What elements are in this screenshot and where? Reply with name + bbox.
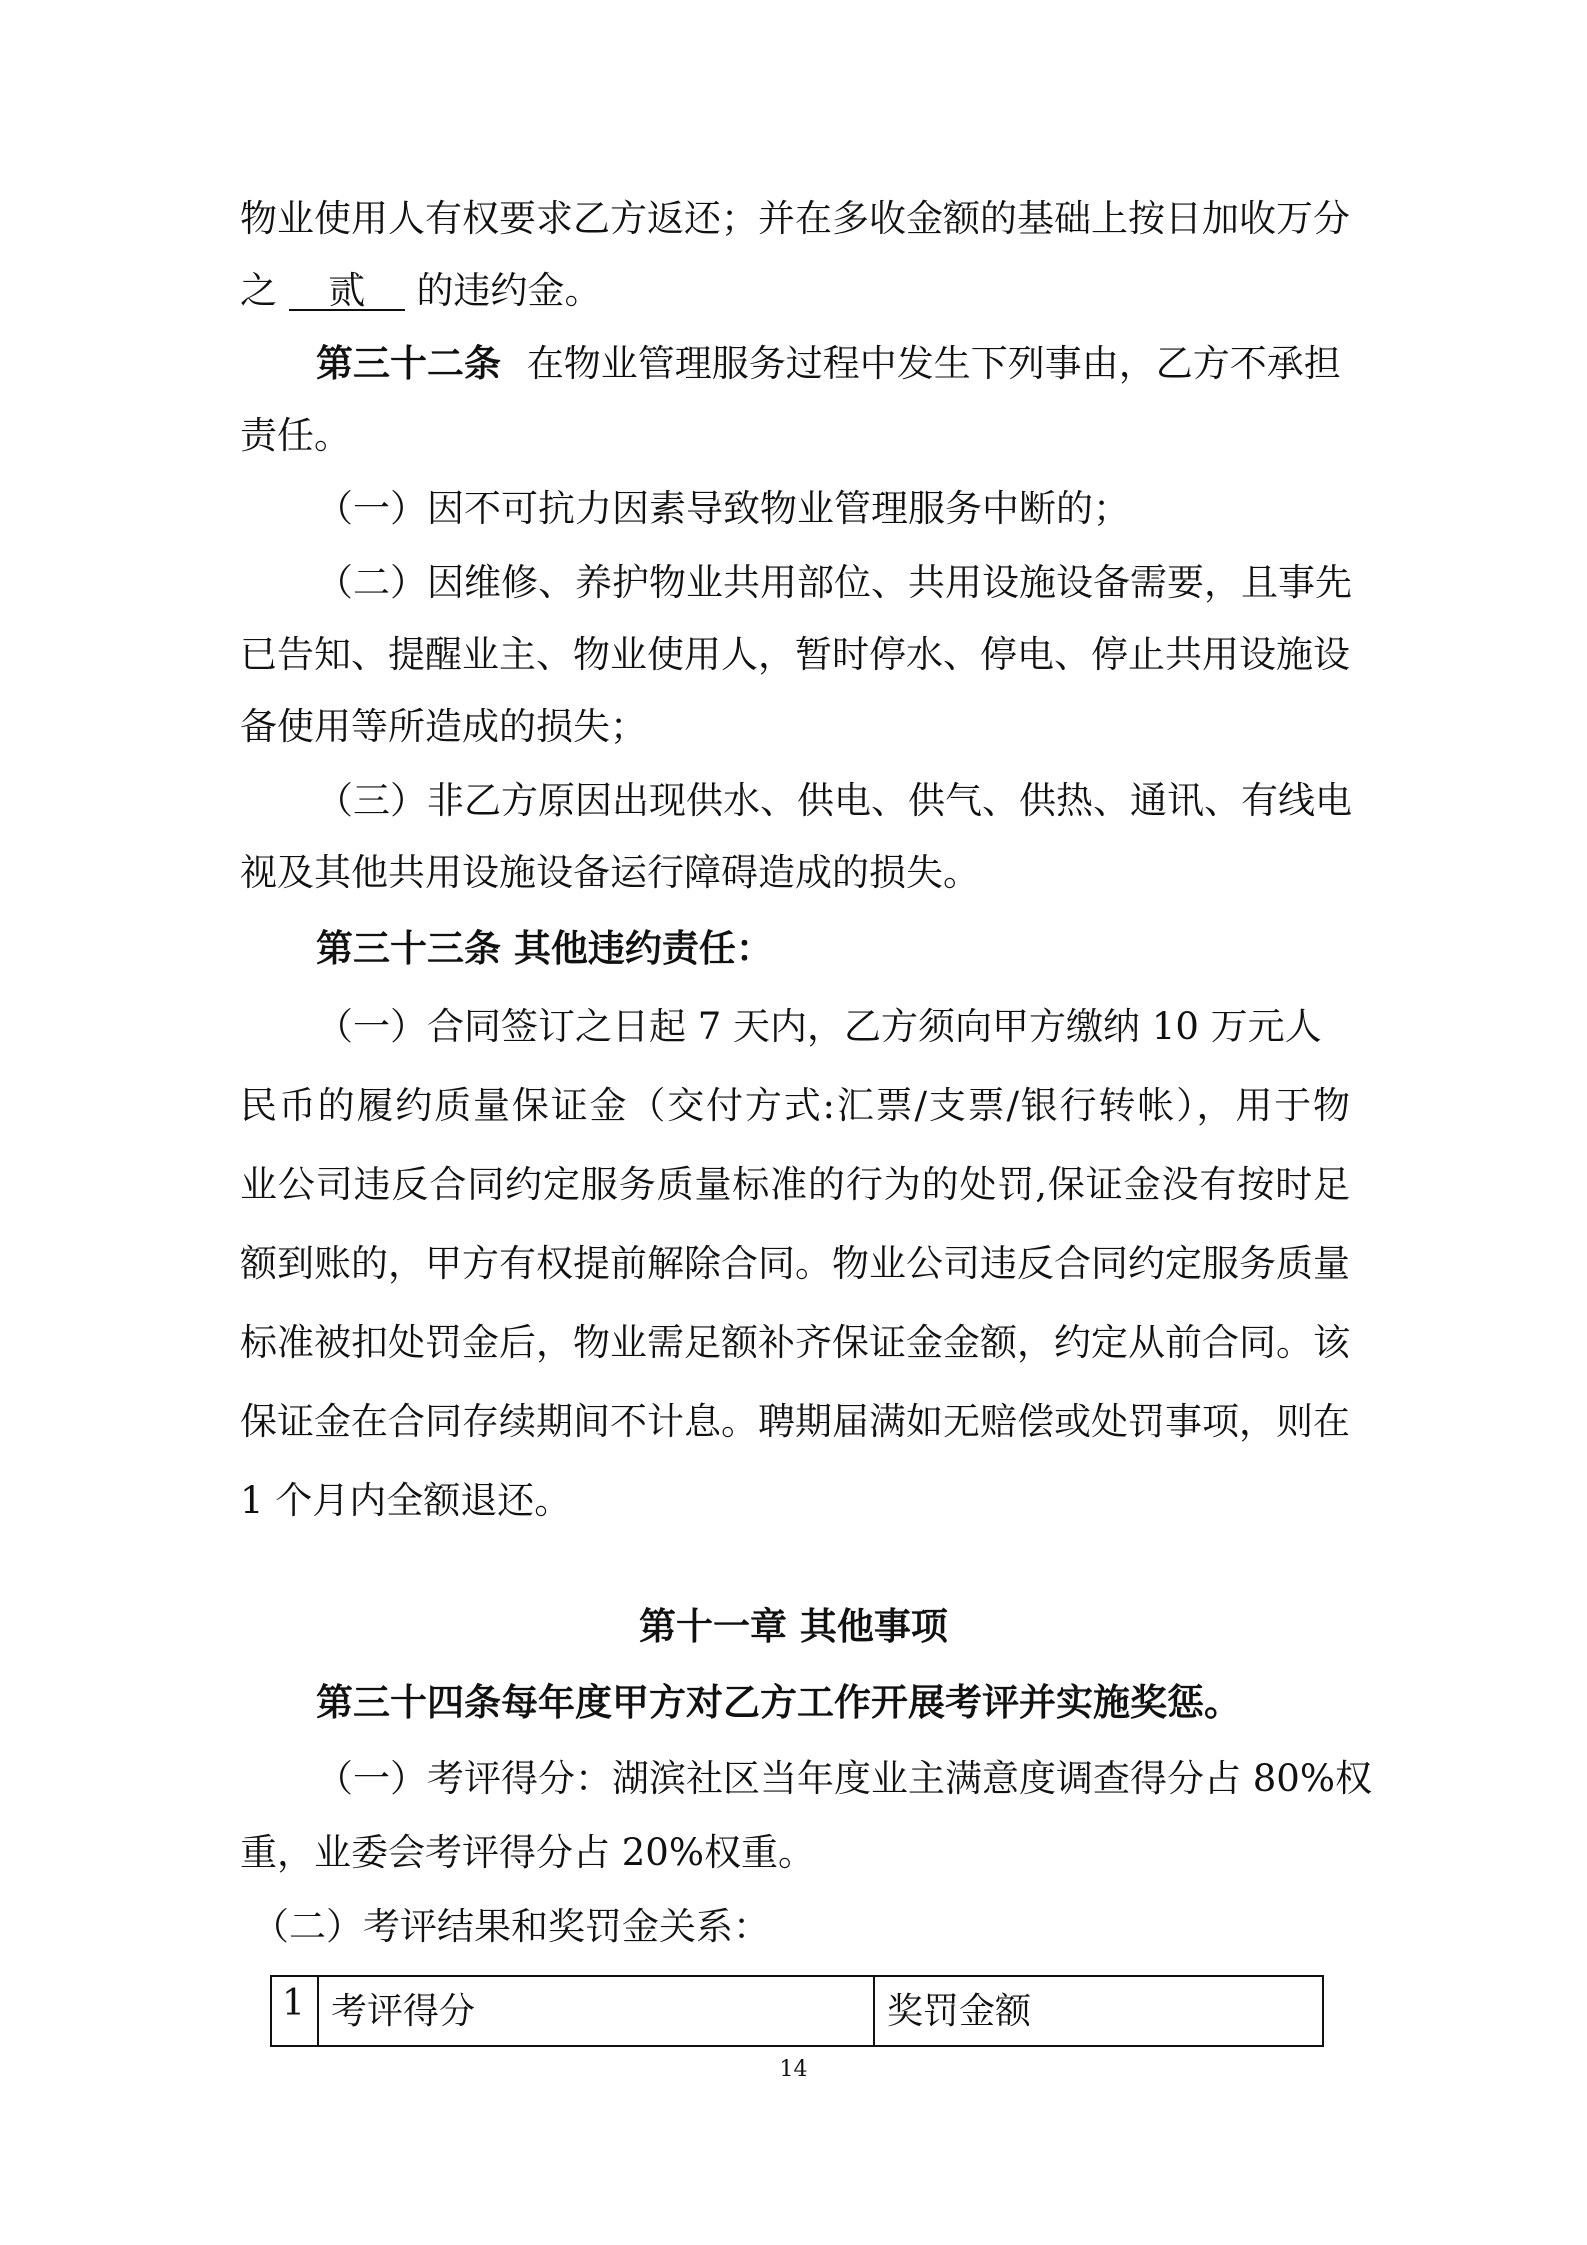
text-line — [240, 269, 602, 312]
text-line: 保证金在合同存续期间不计息。聘期届满如无赔偿或处罚事项，则在 — [240, 1400, 1350, 1443]
text-line: 视及其他共用设施设备运行障碍造成的损失。 — [240, 851, 980, 894]
text-line: 民币的履约质量保证金（交付方式:汇票/支票/银行转帐），用于物 — [240, 1084, 1350, 1127]
text-line: 1 个月内全额退还。 — [240, 1479, 572, 1522]
list-item: （一）合同签订之日起 7 天内，乙方须向甲方缴纳 10 万元人 — [316, 1005, 1322, 1048]
text-line: 备使用等所造成的损失； — [240, 705, 647, 748]
score-table — [270, 1975, 1324, 2047]
text-line: 已告知、提醒业主、物业使用人，暂时停水、停电、停止共用设施设 — [240, 633, 1350, 676]
article-33-heading: 第三十三条 其他违约责任： — [316, 926, 773, 970]
list-item: （二）因维修、养护物业共用部位、共用设施设备需要，且事先 — [316, 561, 1352, 604]
table-cell-no: 1 — [271, 1976, 318, 2046]
text-line: 标准被扣处罚金后，物业需足额补齐保证金金额，约定从前合同。该 — [240, 1321, 1350, 1364]
filled-blank: 贰 — [289, 272, 405, 311]
page-number: 14 — [779, 2057, 808, 2082]
text-line: 业公司违反合同约定服务质量标准的行为的处罚,保证金没有按时足 — [240, 1163, 1350, 1206]
chapter-heading: 第十一章 其他事项 — [639, 1604, 948, 1648]
list-item: （三）非乙方原因出现供水、供电、供气、供热、通讯、有线电 — [316, 779, 1352, 822]
text-line: 责任。 — [240, 414, 351, 457]
article-34-heading: 第三十四条每年度甲方对乙方工作开展考评并实施奖惩。 — [316, 1680, 1241, 1724]
text-segment: 的违约金。 — [416, 269, 602, 312]
table-cell-score: 考评得分 — [318, 1976, 874, 2046]
list-item: （一）考评得分：湖滨社区当年度业主满意度调查得分占 80%权 — [316, 1757, 1372, 1800]
table-cell-amount: 奖罚金额 — [874, 1976, 1323, 2046]
list-item: （一）因不可抗力因素导致物业管理服务中断的； — [316, 487, 1130, 530]
list-item: （二）考评结果和奖罚金关系： — [252, 1905, 770, 1948]
article-32-line — [316, 341, 1341, 385]
article-32-text: 在物业管理服务过程中发生下列事由，乙方不承担 — [526, 342, 1341, 385]
table-row — [271, 1976, 1323, 2046]
article-32-heading: 第三十二条 — [316, 341, 501, 385]
text-segment: 之 — [240, 269, 277, 312]
text-line: 物业使用人有权要求乙方返还；并在多收金额的基础上按日加收万分 — [240, 197, 1350, 240]
text-line: 额到账的，甲方有权提前解除合同。物业公司违反合同约定服务质量 — [240, 1242, 1350, 1285]
text-line: 重，业委会考评得分占 20%权重。 — [240, 1831, 815, 1874]
